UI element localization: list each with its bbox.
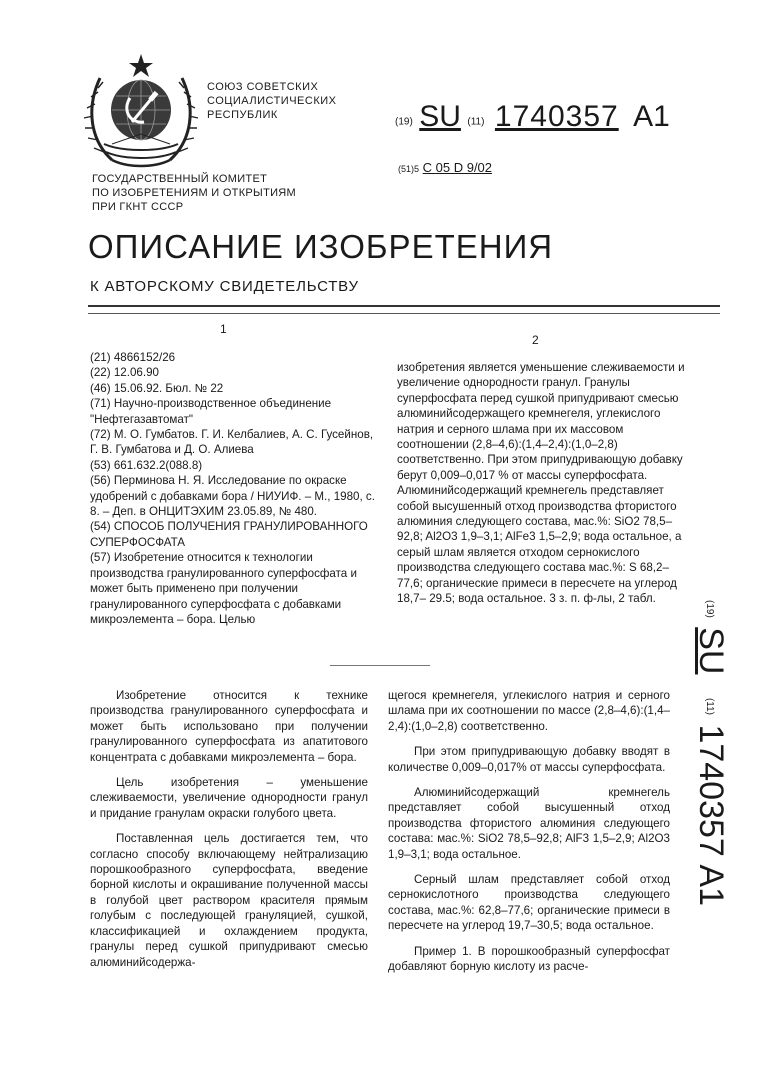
biblio-entry: (72) М. О. Гумбатов. Г. И. Келбалиев, А. С. Гусейнов, Г. В. Гумбатова и Д. О. Алиева <box>90 428 374 457</box>
side-code-11: (11) <box>703 697 715 715</box>
side-kind: A1 <box>692 864 730 906</box>
paragraph: Поставленная цель достигается тем, что согласно способу включающему нейтрализацию порошкообразного суперфосфата, введение борной кислоты и окрашивание полученной массы в голубой цвет раствором красителя прямым голубым с последующей грануляцией, сушкой, классификацией и охлаждением продукта, гранулы перед сушкой припудривают смесью алюминийсодержа- <box>90 832 368 969</box>
patent-number-block <box>395 100 670 134</box>
committee-line: ПРИ ГКНТ СССР <box>92 201 184 213</box>
biblio-entry: (53) 661.632.2(088.8) <box>90 458 203 472</box>
biblio-entry: (56) Перминова Н. Я. Исследование по окраске удобрений с добавками бора / НИУИФ. – М., 1980, с. 8. – Деп. в ОНЦИТЭХИМ 23.05.89, № 480. <box>90 474 375 519</box>
union-line: СОЮЗ СОВЕТСКИХ <box>207 81 319 93</box>
paragraph: щегося кремнегеля, углекислого натрия и серного шлама при их соотношении по массе (2,8–4,6):(1,4–2,4):(1,0–2,8) соответственно. <box>388 689 670 733</box>
biblio-entry: (22) 12.06.90 <box>90 366 159 380</box>
paragraph: При этом припудривающую добавку вводят в количестве 0,009–0,017% от массы суперфосфата. <box>388 745 670 774</box>
description-right-column <box>388 688 670 985</box>
biblio-entry: (21) 4866152/26 <box>90 351 176 364</box>
biblio-entry: (57) Изобретение относится к технологии производства гранулированного суперфосфата и может быть применено при получении гранулированного суперфосфата с добавками микроэлемента – бора. Целью <box>90 551 357 626</box>
ipc-code: C 05 D 9/02 <box>422 160 493 175</box>
column-number-right: 2 <box>532 333 539 347</box>
divider <box>88 305 720 307</box>
abstract-text: изобретения является уменьшение слеживаемости и увеличение однородности гранул. Гранулы суперфосфата перед сушкой припудривают смесью алюминийсодержащего кремнегеля, углекислого натрия и серного шлама при их массовом соотношении (2,8–4,6):(1,4–2,4):(1,0–2,8) соответственно. При этом припудривающую добавку берут 0,009–0,017 % от массы суперфосфата. Алюминийсодержащий кремнегель представляет собой высушенный отход производства фтористого алюминия следующего состава, мас.%: SiO2 78,5–92,8; Al2O3 1,9–3,1; AlFe3 1,5–2,9; вода остальное, а серый шлам является отходом сернокислого производства следующего состава мас.%: S 68,2–77,6; органические примеси в пересчете на углерод 18,7– 29.5; вода остальное. 3 з. п. ф-лы, 2 табл. <box>397 361 685 606</box>
code-19: (19) <box>395 116 413 128</box>
ussr-emblem-icon <box>82 48 200 176</box>
section-separator <box>330 665 430 666</box>
side-number: 1740357 <box>692 724 730 857</box>
union-line: СОЦИАЛИСТИЧЕСКИХ <box>207 95 337 107</box>
code-11: (11) <box>467 116 485 128</box>
side-code-19: (19) <box>703 600 715 618</box>
divider <box>88 313 720 314</box>
biblio-entry: (54) СПОСОБ ПОЛУЧЕНИЯ ГРАНУЛИРОВАННОГО СУПЕРФОСФАТА <box>90 520 368 549</box>
side-country-code: SU <box>692 627 730 675</box>
biblio-entry: (71) Научно-производственное объединение "Нефтегазавтомат" <box>90 397 332 426</box>
paragraph: Пример 1. В порошкообразный суперфосфат добавляют борную кислоту из расче- <box>388 944 670 974</box>
paragraph: Серный шлам представляет собой отход сернокислотного производства следующего состава, мас.%: 62,8–77,6; органические примеси в пересчете на углерод 19,7–30,5; вода остальное. <box>388 873 670 933</box>
paragraph: Цель изобретения – уменьшение слеживаемости, увеличение однородности гранул и придание гранулам окраски голубого цвета. <box>90 776 368 820</box>
side-patent-number <box>686 600 736 1000</box>
document-title: ОПИСАНИЕ ИЗОБРЕТЕНИЯ <box>88 228 554 265</box>
ipc-classification <box>398 160 492 175</box>
committee-line: ПО ИЗОБРЕТЕНИЯМ И ОТКРЫТИЯМ <box>92 187 297 199</box>
committee-line: ГОСУДАРСТВЕННЫЙ КОМИТЕТ <box>92 173 268 185</box>
column-number-left: 1 <box>220 322 227 336</box>
country-code: SU <box>419 100 461 133</box>
paragraph: Алюминийсодержащий кремнегель представляет собой высушенный отход производства фтористого алюминия следующего состава: мас.%: SiO2 78,5–92,8; AlF3 1,5–2,9; Al2O3 1,9–3,1; вода остальное. <box>388 786 670 861</box>
kind-code: A1 <box>633 100 670 133</box>
document-subtitle: К АВТОРСКОМУ СВИДЕТЕЛЬСТВУ <box>90 278 359 295</box>
paragraph: Изобретение относится к технике производства гранулированного суперфосфата и может быть использовано при получении гранулированного суперфосфата из апатитового концентрата с добавками микроэлемента – бора. <box>90 689 368 764</box>
committee-name <box>92 172 296 214</box>
union-line: РЕСПУБЛИК <box>207 109 278 121</box>
biblio-entry: (46) 15.06.92. Бюл. № 22 <box>90 381 224 395</box>
description-left-column <box>90 688 368 980</box>
abstract-continuation <box>397 360 687 607</box>
union-name <box>207 80 336 122</box>
bibliographic-data <box>90 350 376 627</box>
patent-number: 1740357 <box>494 100 619 133</box>
code-51: (51)5 <box>398 164 420 174</box>
